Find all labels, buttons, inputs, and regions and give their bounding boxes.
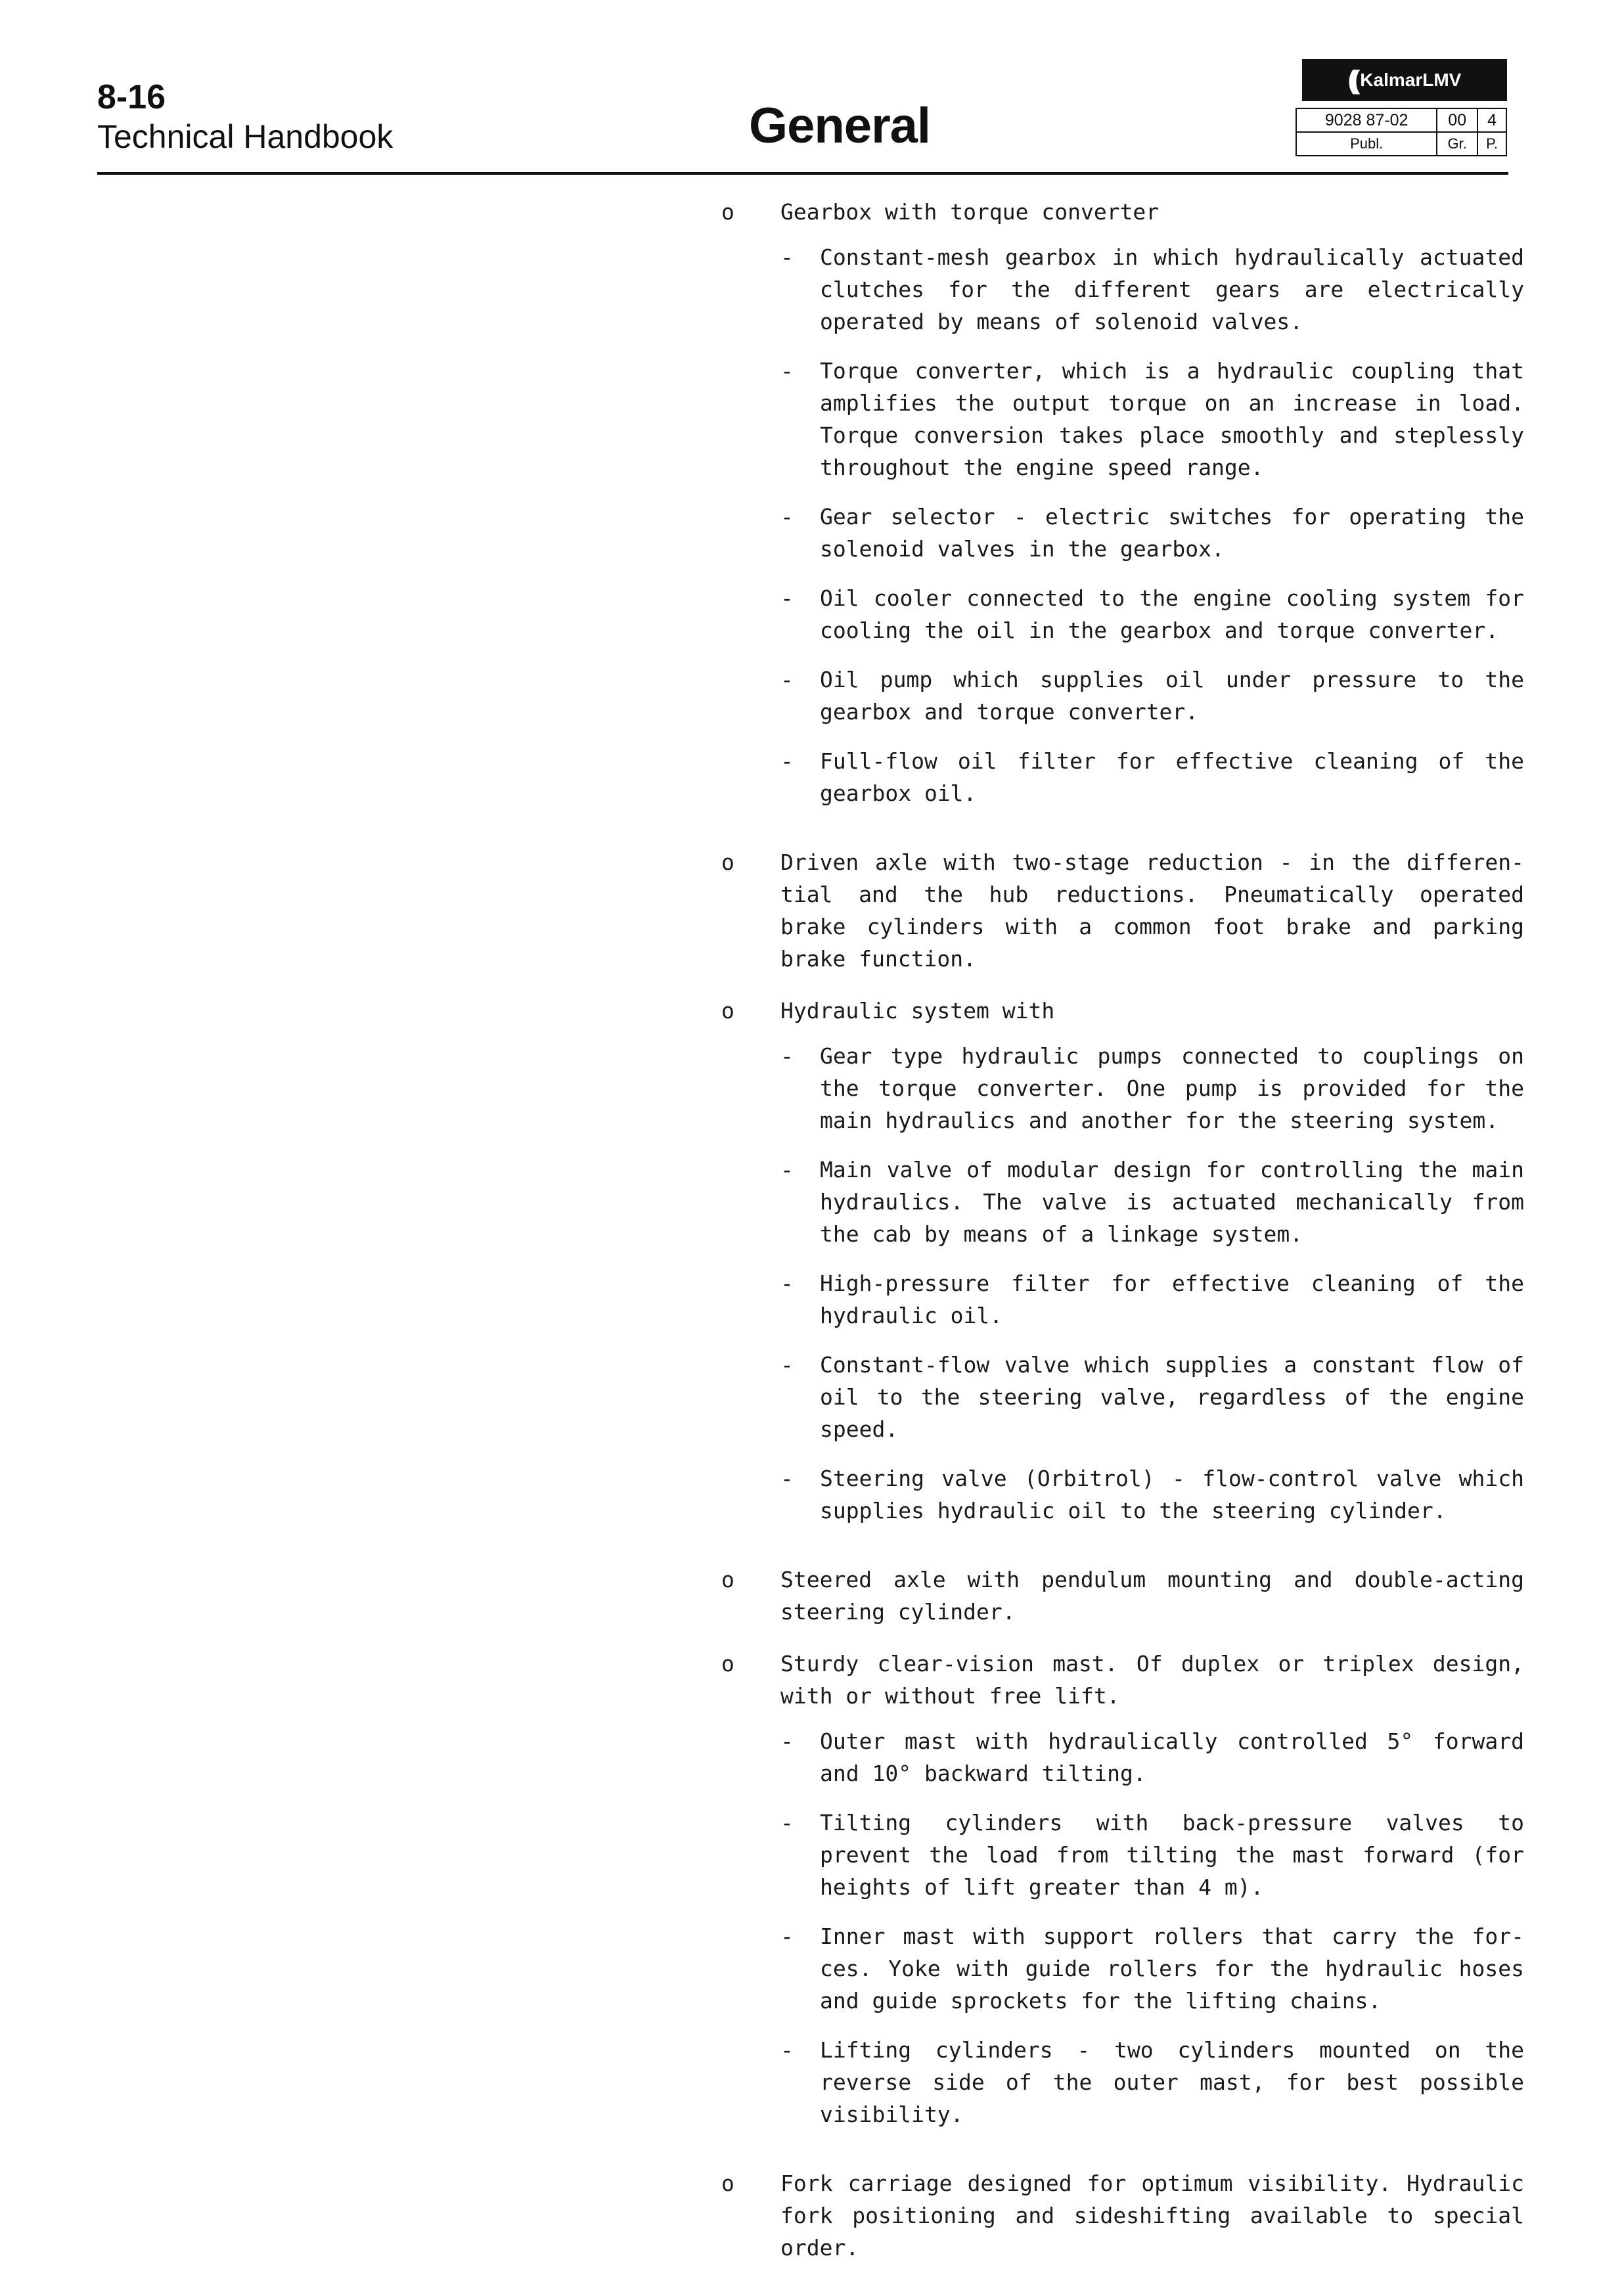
sub-list-item-text: Full-flow oil filter for effective cleaning of the gearbox oil. xyxy=(820,748,1524,806)
dash-marker: - xyxy=(780,1157,794,1182)
sub-list-item-text: Gear selector - electric switches for operating the solenoid valves in the gearbox. xyxy=(820,504,1524,562)
dash-marker: - xyxy=(780,244,794,270)
list-item xyxy=(721,2167,1524,2264)
sub-list-item xyxy=(780,745,1524,809)
sub-list-item-text: Constant-mesh gearbox in which hydraulically actuated clutches for the different gears are electrically operated by means of solenoid valves. xyxy=(820,244,1524,334)
dash-marker: - xyxy=(780,504,794,529)
bullet-marker: o xyxy=(721,2171,734,2196)
sub-list-item-text: Oil cooler connected to the engine cooling system for cooling the oil in the gearbox and torque converter. xyxy=(820,585,1524,643)
sub-list-item-text: Inner mast with support rollers that carry the for-ces. Yoke with guide rollers for the hydraulic hoses and guide sprockets for the lifting chains. xyxy=(820,1924,1524,2014)
list-item-text: Sturdy clear-vision mast. Of duplex or triplex design, with or without free lift. xyxy=(780,1651,1524,1709)
sub-list-item xyxy=(780,1040,1524,1137)
header-divider xyxy=(97,172,1508,175)
dash-marker: - xyxy=(780,1924,794,1949)
list-item xyxy=(721,995,1524,1544)
sub-list-item-text: Torque converter, which is a hydraulic coupling that amplifies the output torque on an increase in load. Torque conversion takes place smoothly and steplessly throughout the engine speed range. xyxy=(820,358,1524,480)
list-item-text: Fork carriage designed for optimum visibility. Hydraulic fork positioning and sideshifting available to special order. xyxy=(780,2171,1524,2261)
bullet-marker: o xyxy=(721,849,734,875)
sub-list-item xyxy=(780,1154,1524,1250)
bullet-marker: o xyxy=(721,199,734,225)
logo-text: KalmarLMV xyxy=(1360,70,1462,90)
sub-list-item-text: Tilting cylinders with back-pressure valves to prevent the load from tilting the mast forward (for heights of lift greater than 4 m). xyxy=(820,1810,1524,1900)
dash-marker: - xyxy=(780,2037,794,2063)
sub-list-item-text: Oil pump which supplies oil under pressure to the gearbox and torque converter. xyxy=(820,667,1524,725)
dash-marker: - xyxy=(780,748,794,774)
sub-list-item-text: High-pressure filter for effective cleaning of the hydraulic oil. xyxy=(820,1271,1524,1328)
sub-list-item-text: Main valve of modular design for controlling the main hydraulics. The valve is actuated mechanically from the cab by means of a linkage system. xyxy=(820,1157,1524,1247)
list-item-text: Driven axle with two-stage reduction - in the differen-tial and the hub reductions. Pneumatically operated brake cylinders with a common foot brake and parking brake function. xyxy=(780,849,1524,972)
kalmar-logo xyxy=(1302,59,1507,101)
kalmar-mark-icon: (( xyxy=(1347,65,1355,95)
page-number: 8-16 xyxy=(97,78,166,116)
sub-list-item xyxy=(780,1920,1524,2017)
dash-marker: - xyxy=(780,1043,794,1069)
dash-marker: - xyxy=(780,1810,794,1835)
page-label: P. xyxy=(1477,132,1506,156)
publication-group: 00 xyxy=(1437,108,1477,132)
list-item xyxy=(721,1648,1524,2148)
list-item-text: Steered axle with pendulum mounting and double-acting steering cylinder. xyxy=(780,1567,1524,1625)
sub-list-item xyxy=(780,241,1524,338)
sub-list-item xyxy=(780,582,1524,646)
group-label: Gr. xyxy=(1437,132,1477,156)
publication-number: 9028 87-02 xyxy=(1296,108,1437,132)
sub-list-item xyxy=(780,355,1524,484)
list-item-text: Gearbox with torque converter xyxy=(780,199,1160,225)
sub-list-item-text: Steering valve (Orbitrol) - flow-control valve which supplies hydraulic oil to the steering cylinder. xyxy=(820,1466,1524,1523)
dash-marker: - xyxy=(780,358,794,384)
list-item xyxy=(721,846,1524,975)
sub-list-item xyxy=(780,1349,1524,1445)
dash-marker: - xyxy=(780,585,794,611)
dash-marker: - xyxy=(780,1352,794,1378)
bullet-marker: o xyxy=(721,998,734,1024)
sub-list-item-text: Gear type hydraulic pumps connected to couplings on the torque converter. One pump is provided for the main hydraulics and another for the steering system. xyxy=(820,1043,1524,1133)
publ-label: Publ. xyxy=(1296,132,1437,156)
dash-marker: - xyxy=(780,667,794,692)
dash-marker: - xyxy=(780,1728,794,1754)
main-content xyxy=(721,196,1524,2284)
section-title: General xyxy=(749,98,931,154)
list-item-text: Hydraulic system with xyxy=(780,998,1055,1024)
publication-info-table xyxy=(1295,108,1507,156)
sub-list-item xyxy=(780,501,1524,565)
dash-marker: - xyxy=(780,1271,794,1296)
sub-list-item-text: Outer mast with hydraulically controlled 5° forward and 10° backward tilting. xyxy=(820,1728,1524,1786)
dash-marker: - xyxy=(780,1466,794,1491)
page-header-left xyxy=(97,78,393,156)
bullet-marker: o xyxy=(721,1651,734,1677)
sub-list-item xyxy=(780,1725,1524,1790)
sub-list-item xyxy=(780,2034,1524,2130)
sub-list-item xyxy=(780,1807,1524,1903)
sub-list-item xyxy=(780,664,1524,728)
sub-list-item-text: Lifting cylinders - two cylinders mounted on the reverse side of the outer mast, for best possible visibility. xyxy=(820,2037,1524,2127)
publication-page: 4 xyxy=(1477,108,1506,132)
bullet-marker: o xyxy=(721,1567,734,1592)
sub-list-item xyxy=(780,1267,1524,1332)
list-item xyxy=(721,1564,1524,1628)
sub-list-item-text: Constant-flow valve which supplies a constant flow of oil to the steering valve, regardless of the engine speed. xyxy=(820,1352,1524,1442)
publication-box xyxy=(1295,59,1507,156)
sub-list-item xyxy=(780,1462,1524,1527)
list-item xyxy=(721,196,1524,826)
handbook-title: Technical Handbook xyxy=(97,118,394,155)
